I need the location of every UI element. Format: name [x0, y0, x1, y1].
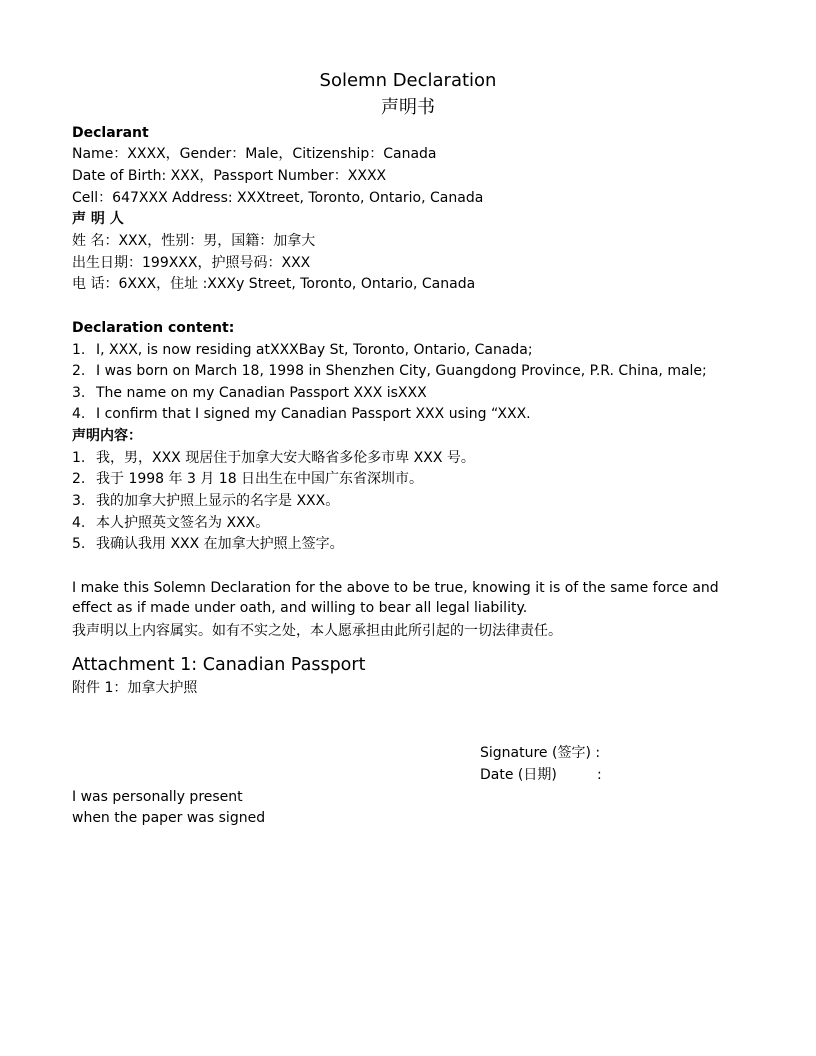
- item-text: 我，男，XXX 现居住于加拿大安大略省多伦多市卑 XXX 号。: [96, 450, 475, 466]
- item-number: 2.: [72, 363, 86, 379]
- title-english: Solemn Declaration: [319, 70, 497, 91]
- item-number: 3.: [72, 385, 86, 401]
- item-text: 本人护照英文签名为 XXX。: [96, 515, 270, 531]
- date-label: Date (日期): [480, 767, 557, 783]
- content-item-zh: [72, 469, 423, 489]
- signature-label: Signature (签字) :: [480, 745, 601, 761]
- item-text: I, XXX, is now residing atXXXBay St, Toronto, Ontario, Canada;: [96, 342, 533, 358]
- item-text: I was born on March 18, 1998 in Shenzhen City, Guangdong Province, P.R. China, male;: [96, 363, 707, 379]
- content-item-zh: [72, 513, 269, 533]
- content-item-en: [72, 361, 707, 381]
- declarant-heading-en: Declarant: [72, 125, 149, 141]
- item-number: 4.: [72, 515, 86, 531]
- declarant-heading-zh: 声 明 人: [72, 211, 124, 227]
- item-text: I confirm that I signed my Canadian Passport XXX using “XXX.: [96, 406, 531, 422]
- item-number: 4.: [72, 406, 86, 422]
- content-item-en: [72, 383, 427, 403]
- title-chinese: 声明书: [381, 97, 435, 118]
- content-item-en: [72, 404, 531, 424]
- declarant-line-3: Cell：647XXX Address: XXXtreet, Toronto, Ontario, Canada: [72, 190, 484, 206]
- content-heading-en: Declaration content:: [72, 320, 235, 336]
- date-colon: :: [597, 767, 602, 783]
- statement-chinese: 我声明以上内容属实。如有不实之处，本人愿承担由此所引起的一切法律责任。: [72, 623, 562, 639]
- declarant-zh-line-2: 出生日期：199XXX，护照号码：XXX: [72, 255, 311, 271]
- item-number: 1.: [72, 450, 86, 466]
- item-number: 3.: [72, 493, 86, 509]
- content-heading-zh: 声明内容：: [72, 428, 142, 444]
- item-number: 5.: [72, 536, 86, 552]
- item-text: 我确认我用 XXX 在加拿大护照上签字。: [96, 536, 344, 552]
- content-item-zh: [72, 534, 344, 554]
- witness-line-1: I was personally present: [72, 789, 243, 805]
- declarant-line-1: Name：XXXX，Gender：Male，Citizenship：Canada: [72, 146, 437, 162]
- content-item-zh: [72, 491, 339, 511]
- witness-line-2: when the paper was signed: [72, 810, 266, 826]
- item-text: The name on my Canadian Passport XXX isXXX: [96, 385, 427, 401]
- item-number: 2.: [72, 471, 86, 487]
- attachment-heading-zh: 附件 1：加拿大护照: [72, 680, 198, 696]
- item-text: 我于 1998 年 3 月 18 日出生在中国广东省深圳市。: [96, 471, 424, 487]
- item-number: 1.: [72, 342, 86, 358]
- statement-english: I make this Solemn Declaration for the above to be true, knowing it is of the same force and effect as if made under oath, and willing to bear all legal liability.: [72, 580, 719, 616]
- declarant-line-2: Date of Birth: XXX，Passport Number：XXXX: [72, 168, 387, 184]
- item-text: 我的加拿大护照上显示的名字是 XXX。: [96, 493, 340, 509]
- attachment-heading-en: Attachment 1: Canadian Passport: [72, 655, 366, 675]
- declarant-zh-line-1: 姓 名：XXX，性别：男，国籍：加拿大: [72, 233, 316, 249]
- declarant-zh-line-3: 电 话：6XXX，住址 :XXXy Street, Toronto, Ontario, Canada: [72, 276, 476, 292]
- content-item-en: [72, 340, 533, 360]
- content-item-zh: [72, 448, 475, 468]
